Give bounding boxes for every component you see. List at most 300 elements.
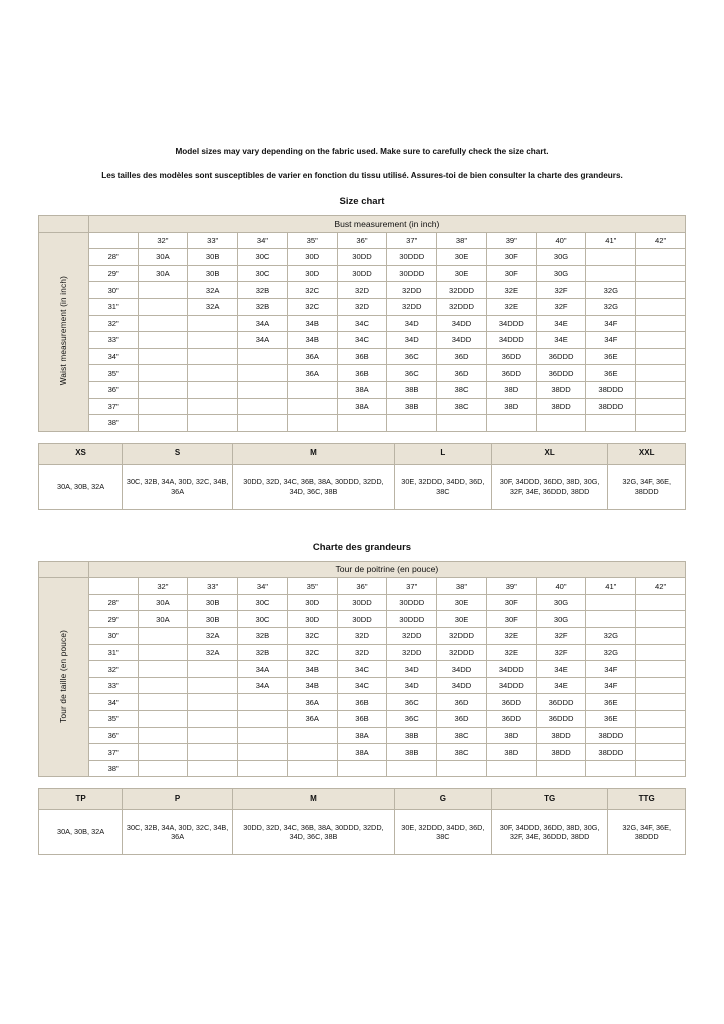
notes-block: [0, 0, 724, 182]
cell-4-6: 34DD: [437, 315, 487, 332]
row-header-0: 28": [88, 249, 138, 266]
cell-6-1: [188, 694, 238, 711]
cell-2-2: 32B: [238, 282, 288, 299]
side-axis-label: Waist measurement (in inch): [39, 232, 89, 431]
row-header-7: 35": [88, 365, 138, 382]
letter-size-4: TG: [491, 789, 607, 810]
cell-5-8: 34E: [536, 677, 586, 694]
column-header-7: 39": [486, 578, 536, 595]
size-table-wrap-en: [0, 215, 724, 510]
cell-5-4: 34C: [337, 332, 387, 349]
cell-8-3: [287, 381, 337, 398]
cell-1-8: 30G: [536, 611, 586, 628]
table-row: [39, 694, 686, 711]
cell-1-3: 30D: [287, 611, 337, 628]
table-row: [39, 398, 686, 415]
cell-6-8: 36DDD: [536, 694, 586, 711]
cell-1-6: 30E: [437, 265, 487, 282]
header-corner: [88, 232, 138, 249]
table-row: [39, 348, 686, 365]
cell-10-6: [437, 415, 487, 432]
cell-5-5: 34D: [387, 677, 437, 694]
cell-6-9: 36E: [586, 348, 636, 365]
letter-size-3: G: [394, 789, 491, 810]
cell-2-6: 32DDD: [437, 628, 487, 645]
cell-4-4: 34C: [337, 315, 387, 332]
letter-values-4: 30F, 34DDD, 36DD, 38D, 30G, 32F, 34E, 36DDD, 38DD: [491, 810, 607, 855]
row-header-0: 28": [88, 594, 138, 611]
cell-2-5: 32DD: [387, 282, 437, 299]
cell-3-5: 32DD: [387, 298, 437, 315]
cell-6-6: 36D: [437, 348, 487, 365]
table-row: [39, 315, 686, 332]
column-header-1: 33": [188, 232, 238, 249]
table-row: [39, 661, 686, 678]
table-row: [39, 298, 686, 315]
column-header-2: 34": [238, 578, 288, 595]
column-header-5: 37": [387, 232, 437, 249]
table-row: [39, 727, 686, 744]
cell-9-2: [238, 398, 288, 415]
row-header-7: 35": [88, 711, 138, 728]
table-row: [39, 381, 686, 398]
column-header-0: 32": [138, 578, 188, 595]
cell-10-10: [636, 415, 686, 432]
section-title-fr: Charte des grandeurs: [312, 541, 412, 553]
size-table-en: [38, 215, 686, 432]
cell-3-9: 32G: [586, 644, 636, 661]
cell-3-7: 32E: [486, 298, 536, 315]
size-table-fr: [38, 561, 686, 778]
cell-2-9: 32G: [586, 282, 636, 299]
cell-7-2: [238, 711, 288, 728]
cell-7-4: 36B: [337, 365, 387, 382]
table-band-row: [39, 561, 686, 578]
cell-6-0: [138, 348, 188, 365]
cell-7-0: [138, 365, 188, 382]
cell-0-4: 30DD: [337, 594, 387, 611]
cell-9-10: [636, 398, 686, 415]
band-header: Tour de poitrine (en pouce): [88, 561, 685, 578]
cell-8-4: 38A: [337, 381, 387, 398]
row-header-6: 34": [88, 348, 138, 365]
cell-3-2: 32B: [238, 644, 288, 661]
cell-10-9: [586, 415, 636, 432]
row-header-5: 33": [88, 677, 138, 694]
cell-10-7: [486, 415, 536, 432]
cell-6-3: 36A: [287, 348, 337, 365]
cell-9-5: 38B: [387, 398, 437, 415]
section-title-en: Size chart: [339, 195, 385, 207]
cell-1-7: 30F: [486, 265, 536, 282]
cell-3-9: 32G: [586, 298, 636, 315]
letter-size-0: XS: [39, 443, 123, 464]
cell-4-7: 34DDD: [486, 315, 536, 332]
cell-3-6: 32DDD: [437, 298, 487, 315]
cell-9-3: [287, 398, 337, 415]
cell-2-5: 32DD: [387, 628, 437, 645]
cell-7-4: 36B: [337, 711, 387, 728]
row-header-10: 38": [88, 415, 138, 432]
cell-10-0: [138, 760, 188, 777]
cell-0-2: 30C: [238, 249, 288, 266]
column-header-8: 40": [536, 578, 586, 595]
cell-9-9: 38DDD: [586, 398, 636, 415]
cell-2-3: 32C: [287, 282, 337, 299]
cell-6-5: 36C: [387, 694, 437, 711]
cell-6-9: 36E: [586, 694, 636, 711]
cell-7-0: [138, 711, 188, 728]
cell-10-9: [586, 760, 636, 777]
column-header-6: 38": [437, 578, 487, 595]
cell-10-1: [188, 760, 238, 777]
cell-0-3: 30D: [287, 249, 337, 266]
cell-1-5: 30DDD: [387, 265, 437, 282]
cell-9-2: [238, 744, 288, 761]
size-table-wrap-fr: [0, 561, 724, 856]
cell-8-4: 38A: [337, 727, 387, 744]
cell-10-3: [287, 415, 337, 432]
column-header-7: 39": [486, 232, 536, 249]
cell-7-5: 36C: [387, 365, 437, 382]
cell-1-2: 30C: [238, 611, 288, 628]
letter-values-2: 30DD, 32D, 34C, 36B, 38A, 30DDD, 32DD, 34D, 36C, 38B: [233, 810, 395, 855]
cell-0-6: 30E: [437, 594, 487, 611]
cell-10-7: [486, 760, 536, 777]
table-header-row: [39, 232, 686, 249]
row-header-4: 32": [88, 315, 138, 332]
column-header-10: 42": [636, 578, 686, 595]
letter-values-2: 30DD, 32D, 34C, 36B, 38A, 30DDD, 32DD, 34D, 36C, 38B: [233, 464, 395, 509]
cell-2-8: 32F: [536, 628, 586, 645]
cell-3-1: 32A: [188, 298, 238, 315]
letter-values-1: 30C, 32B, 34A, 30D, 32C, 34B, 36A: [123, 810, 233, 855]
cell-8-1: [188, 381, 238, 398]
cell-0-10: [636, 249, 686, 266]
cell-9-8: 38DD: [536, 398, 586, 415]
cell-7-8: 36DDD: [536, 365, 586, 382]
cell-2-1: 32A: [188, 282, 238, 299]
letter-values-0: 30A, 30B, 32A: [39, 464, 123, 509]
cell-3-5: 32DD: [387, 644, 437, 661]
cell-1-10: [636, 611, 686, 628]
letter-size-1: S: [123, 443, 233, 464]
cell-3-0: [138, 298, 188, 315]
column-header-9: 41": [586, 232, 636, 249]
cell-3-0: [138, 644, 188, 661]
cell-0-1: 30B: [188, 594, 238, 611]
letter-values-3: 30E, 32DDD, 34DD, 36D, 38C: [394, 464, 491, 509]
cell-3-8: 32F: [536, 298, 586, 315]
cell-7-1: [188, 365, 238, 382]
table-header-row: [39, 578, 686, 595]
table-row: [39, 711, 686, 728]
row-header-9: 37": [88, 398, 138, 415]
cell-1-6: 30E: [437, 611, 487, 628]
cell-10-5: [387, 760, 437, 777]
cell-8-3: [287, 727, 337, 744]
table-row: [39, 332, 686, 349]
cell-5-3: 34B: [287, 332, 337, 349]
cell-4-0: [138, 315, 188, 332]
cell-9-10: [636, 744, 686, 761]
cell-2-8: 32F: [536, 282, 586, 299]
cell-7-7: 36DD: [486, 711, 536, 728]
cell-8-2: [238, 381, 288, 398]
cell-10-8: [536, 760, 586, 777]
cell-0-8: 30G: [536, 249, 586, 266]
cell-7-8: 36DDD: [536, 711, 586, 728]
cell-5-1: [188, 677, 238, 694]
cell-4-3: 34B: [287, 661, 337, 678]
cell-6-7: 36DD: [486, 694, 536, 711]
cell-1-8: 30G: [536, 265, 586, 282]
cell-10-1: [188, 415, 238, 432]
cell-6-3: 36A: [287, 694, 337, 711]
cell-2-2: 32B: [238, 628, 288, 645]
cell-5-9: 34F: [586, 677, 636, 694]
column-header-9: 41": [586, 578, 636, 595]
cell-3-10: [636, 298, 686, 315]
cell-4-10: [636, 661, 686, 678]
section-spacer: [0, 510, 724, 528]
table-row: [39, 677, 686, 694]
cell-4-8: 34E: [536, 661, 586, 678]
cell-8-0: [138, 727, 188, 744]
table-row: [39, 644, 686, 661]
column-header-0: 32": [138, 232, 188, 249]
column-header-8: 40": [536, 232, 586, 249]
cell-4-5: 34D: [387, 661, 437, 678]
cell-4-2: 34A: [238, 661, 288, 678]
cell-8-7: 38D: [486, 727, 536, 744]
cell-5-6: 34DD: [437, 332, 487, 349]
cell-9-0: [138, 744, 188, 761]
cell-1-7: 30F: [486, 611, 536, 628]
cell-9-9: 38DDD: [586, 744, 636, 761]
row-header-8: 36": [88, 381, 138, 398]
cell-6-4: 36B: [337, 694, 387, 711]
cell-9-6: 38C: [437, 398, 487, 415]
cell-8-8: 38DD: [536, 727, 586, 744]
letter-header-row: [39, 789, 686, 810]
letter-values-1: 30C, 32B, 34A, 30D, 32C, 34B, 36A: [123, 464, 233, 509]
table-row: [39, 415, 686, 432]
cell-5-4: 34C: [337, 677, 387, 694]
cell-4-6: 34DD: [437, 661, 487, 678]
cell-0-0: 30A: [138, 594, 188, 611]
table-row: [39, 265, 686, 282]
cell-8-9: 38DDD: [586, 727, 636, 744]
cell-8-0: [138, 381, 188, 398]
cell-4-1: [188, 315, 238, 332]
cell-7-10: [636, 711, 686, 728]
cell-8-6: 38C: [437, 381, 487, 398]
cell-10-5: [387, 415, 437, 432]
cell-8-6: 38C: [437, 727, 487, 744]
cell-3-2: 32B: [238, 298, 288, 315]
cell-5-3: 34B: [287, 677, 337, 694]
letter-size-table-fr: [38, 788, 686, 855]
cell-2-4: 32D: [337, 282, 387, 299]
cell-5-2: 34A: [238, 677, 288, 694]
cell-5-0: [138, 332, 188, 349]
cell-0-4: 30DD: [337, 249, 387, 266]
row-header-9: 37": [88, 744, 138, 761]
row-header-3: 31": [88, 298, 138, 315]
cell-9-7: 38D: [486, 398, 536, 415]
table-row: [39, 628, 686, 645]
cell-10-3: [287, 760, 337, 777]
cell-9-4: 38A: [337, 744, 387, 761]
cell-1-4: 30DD: [337, 611, 387, 628]
chart-section-en: [0, 196, 724, 510]
cell-1-2: 30C: [238, 265, 288, 282]
cell-4-2: 34A: [238, 315, 288, 332]
cell-1-5: 30DDD: [387, 611, 437, 628]
cell-8-10: [636, 727, 686, 744]
cell-10-4: [337, 760, 387, 777]
cell-3-3: 32C: [287, 298, 337, 315]
letter-values-row: [39, 810, 686, 855]
cell-9-8: 38DD: [536, 744, 586, 761]
cell-2-0: [138, 282, 188, 299]
cell-2-7: 32E: [486, 282, 536, 299]
chart-section-fr: [0, 542, 724, 856]
cell-2-6: 32DDD: [437, 282, 487, 299]
column-header-6: 38": [437, 232, 487, 249]
cell-0-10: [636, 594, 686, 611]
cell-8-1: [188, 727, 238, 744]
cell-1-4: 30DD: [337, 265, 387, 282]
cell-7-6: 36D: [437, 711, 487, 728]
column-header-3: 35": [287, 232, 337, 249]
cell-4-4: 34C: [337, 661, 387, 678]
cell-4-7: 34DDD: [486, 661, 536, 678]
column-header-5: 37": [387, 578, 437, 595]
row-header-5: 33": [88, 332, 138, 349]
cell-8-7: 38D: [486, 381, 536, 398]
cell-3-10: [636, 644, 686, 661]
cell-3-4: 32D: [337, 644, 387, 661]
cell-5-9: 34F: [586, 332, 636, 349]
cell-1-9: [586, 265, 636, 282]
cell-0-9: [586, 594, 636, 611]
cell-7-6: 36D: [437, 365, 487, 382]
cell-6-2: [238, 694, 288, 711]
cell-8-8: 38DD: [536, 381, 586, 398]
letter-header-row: [39, 443, 686, 464]
cell-0-1: 30B: [188, 249, 238, 266]
cell-9-0: [138, 398, 188, 415]
cell-5-8: 34E: [536, 332, 586, 349]
letter-values-4: 30F, 34DDD, 36DD, 38D, 30G, 32F, 34E, 36DDD, 38DD: [491, 464, 607, 509]
table-row: [39, 282, 686, 299]
cell-9-4: 38A: [337, 398, 387, 415]
cell-5-2: 34A: [238, 332, 288, 349]
cell-7-2: [238, 365, 288, 382]
letter-values-5: 32G, 34F, 36E, 38DDD: [608, 464, 686, 509]
cell-6-7: 36DD: [486, 348, 536, 365]
letter-size-5: XXL: [608, 443, 686, 464]
cell-2-10: [636, 282, 686, 299]
letter-size-2: M: [233, 789, 395, 810]
letter-size-0: TP: [39, 789, 123, 810]
cell-0-2: 30C: [238, 594, 288, 611]
cell-6-5: 36C: [387, 348, 437, 365]
cell-8-5: 38B: [387, 727, 437, 744]
cell-8-10: [636, 381, 686, 398]
letter-values-0: 30A, 30B, 32A: [39, 810, 123, 855]
cell-6-4: 36B: [337, 348, 387, 365]
cell-9-6: 38C: [437, 744, 487, 761]
header-corner: [88, 578, 138, 595]
cell-6-10: [636, 694, 686, 711]
letter-values-5: 32G, 34F, 36E, 38DDD: [608, 810, 686, 855]
letter-size-1: P: [123, 789, 233, 810]
cell-6-2: [238, 348, 288, 365]
cell-3-4: 32D: [337, 298, 387, 315]
cell-1-1: 30B: [188, 265, 238, 282]
cell-5-0: [138, 677, 188, 694]
cell-5-10: [636, 332, 686, 349]
cell-5-7: 34DDD: [486, 677, 536, 694]
column-header-2: 34": [238, 232, 288, 249]
row-header-1: 29": [88, 265, 138, 282]
letter-size-4: XL: [491, 443, 607, 464]
cell-2-1: 32A: [188, 628, 238, 645]
note-french: Les tailles des modèles sont susceptibles de varier en fonction du tissu utilisé. Assures-toi de bien consulter la charte des grandeurs.: [101, 171, 623, 181]
letter-values-3: 30E, 32DDD, 34DD, 36D, 38C: [394, 810, 491, 855]
cell-2-10: [636, 628, 686, 645]
cell-6-0: [138, 694, 188, 711]
table-row: [39, 744, 686, 761]
cell-0-0: 30A: [138, 249, 188, 266]
cell-2-9: 32G: [586, 628, 636, 645]
cell-7-1: [188, 711, 238, 728]
row-header-3: 31": [88, 644, 138, 661]
cell-0-6: 30E: [437, 249, 487, 266]
cell-0-5: 30DDD: [387, 249, 437, 266]
side-axis-label: Tour de taille (en pouce): [39, 578, 89, 777]
cell-10-4: [337, 415, 387, 432]
cell-0-8: 30G: [536, 594, 586, 611]
cell-5-10: [636, 677, 686, 694]
cell-10-0: [138, 415, 188, 432]
cell-4-1: [188, 661, 238, 678]
column-header-10: 42": [636, 232, 686, 249]
table-row: [39, 249, 686, 266]
cell-7-9: 36E: [586, 365, 636, 382]
table-row: [39, 365, 686, 382]
table-row: [39, 760, 686, 777]
table-band-row: [39, 215, 686, 232]
cell-1-10: [636, 265, 686, 282]
cell-6-10: [636, 348, 686, 365]
note-english: Model sizes may vary depending on the fabric used. Make sure to carefully check the size chart.: [175, 147, 549, 156]
cell-2-3: 32C: [287, 628, 337, 645]
cell-1-3: 30D: [287, 265, 337, 282]
cell-9-3: [287, 744, 337, 761]
cell-6-6: 36D: [437, 694, 487, 711]
cell-8-5: 38B: [387, 381, 437, 398]
cell-7-3: 36A: [287, 365, 337, 382]
cell-0-3: 30D: [287, 594, 337, 611]
cell-0-5: 30DDD: [387, 594, 437, 611]
cell-1-0: 30A: [138, 265, 188, 282]
cell-7-7: 36DD: [486, 365, 536, 382]
cell-10-8: [536, 415, 586, 432]
